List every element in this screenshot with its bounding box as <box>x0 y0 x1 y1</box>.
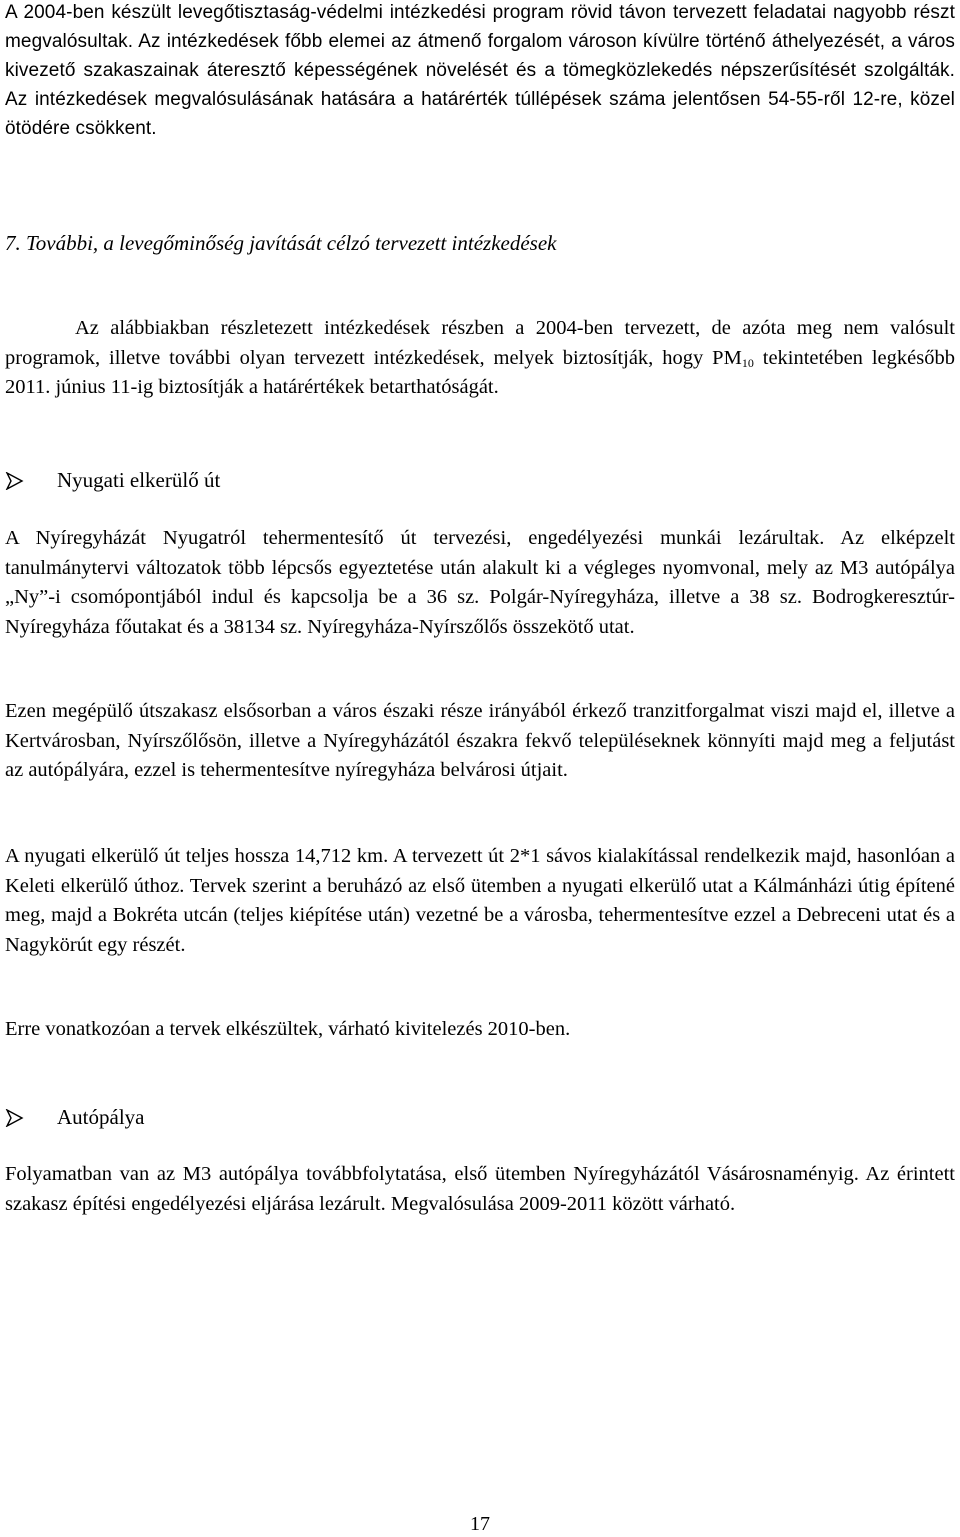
page-number: 17 <box>470 1513 490 1535</box>
section-intro-paragraph <box>5 314 955 403</box>
west-bypass-paragraph-4: Erre vonatkozóan a tervek elkészültek, várható kivitelezés 2010-ben. <box>5 1018 571 1040</box>
section-heading: 7. További, a levegőminőség javítását célzó tervezett intézkedések <box>5 231 557 255</box>
bullet-west-bypass <box>5 465 220 495</box>
motorway-paragraph-1: Folyamatban van az M3 autópálya továbbfolytatása, első ütemben Nyíregyházától Vásárosnaményig. Az érintett szakasz építési engedélyezési eljárása lezárult. Megvalósulása 2009-2011 között várható. <box>5 1163 955 1215</box>
bullet-motorway-label: Autópálya <box>57 1105 145 1129</box>
arrowhead-bullet-icon <box>5 470 57 490</box>
section-intro-part2: tekintetében legkésőbb 2011. június 11-ig biztosítják a határértékek betarthatóságát. <box>5 346 955 398</box>
bullet-west-bypass-label: Nyugati elkerülő út <box>57 468 221 492</box>
section-intro-part1: Az alábbiakban részletezett intézkedések részben a 2004-ben tervezett, de azóta meg nem valósult programok, illetve további olyan tervezett intézkedések, melyek biztosítják, hogy PM <box>5 317 955 369</box>
west-bypass-paragraph-2: Ezen megépülő útszakasz elsősorban a város északi része irányából érkező tranzitforgalmat viszi majd el, illetve a Kertvárosban, Nyírszőlősön, illetve a Nyíregyházától északra fekvő településeknek könnyíti majd meg a feljutást az autópályára, ezzel is tehermentesítve nyíregyháza belvárosi útjait. <box>5 700 955 781</box>
arrowhead-bullet-icon <box>5 1107 57 1127</box>
pm-subscript: 10 <box>741 355 754 370</box>
bullet-motorway <box>5 1102 144 1132</box>
west-bypass-paragraph-1: A Nyíregyházát Nyugatról tehermentesítő út tervezési, engedélyezési munkái lezárultak. Az elképzelt tanulmánytervi változatok több lépcsős egyeztetése után alakult ki a végleges nyomvonal, mely az M3 autópálya „Ny”-i csomópontjából indul és kapcsolja be a 36 sz. Polgár-Nyíregyháza, illetve a 38 sz. Bodrogkeresztúr-Nyíregyháza főutakat és a 38134 sz. Nyíregyháza-Nyírszőlős összekötő utat. <box>5 527 955 638</box>
west-bypass-paragraph-3: A nyugati elkerülő út teljes hossza 14,712 km. A tervezett út 2*1 sávos kialakítással rendelkezik majd, hasonlóan a Keleti elkerülő úthoz. Tervek szerint a beruházó az első ütemben a nyugati elkerülő utat a Kálmánházi útig építené meg, majd a Bokréta utcán (teljes kiépítése után) vezetné be a városba, tehermentesítve ezzel a Debreceni utat és a Nagykörút egy részét. <box>5 845 955 956</box>
intro-paragraph: A 2004-ben készült levegőtisztaság-védelmi intézkedési program rövid távon tervezett feladatai nagyobb részt megvalósultak. Az intézkedések főbb elemei az átmenő forgalom városon kívülre történő áthelyezését, a város kivezető szakaszainak áteresztő képességének növelését és a tömegközlekedés népszerűsítését szolgálták. Az intézkedések megvalósulásának hatására a határérték túllépések száma jelentősen 54-55-ről 12-re, közel ötödére csökkent. <box>5 2 955 139</box>
